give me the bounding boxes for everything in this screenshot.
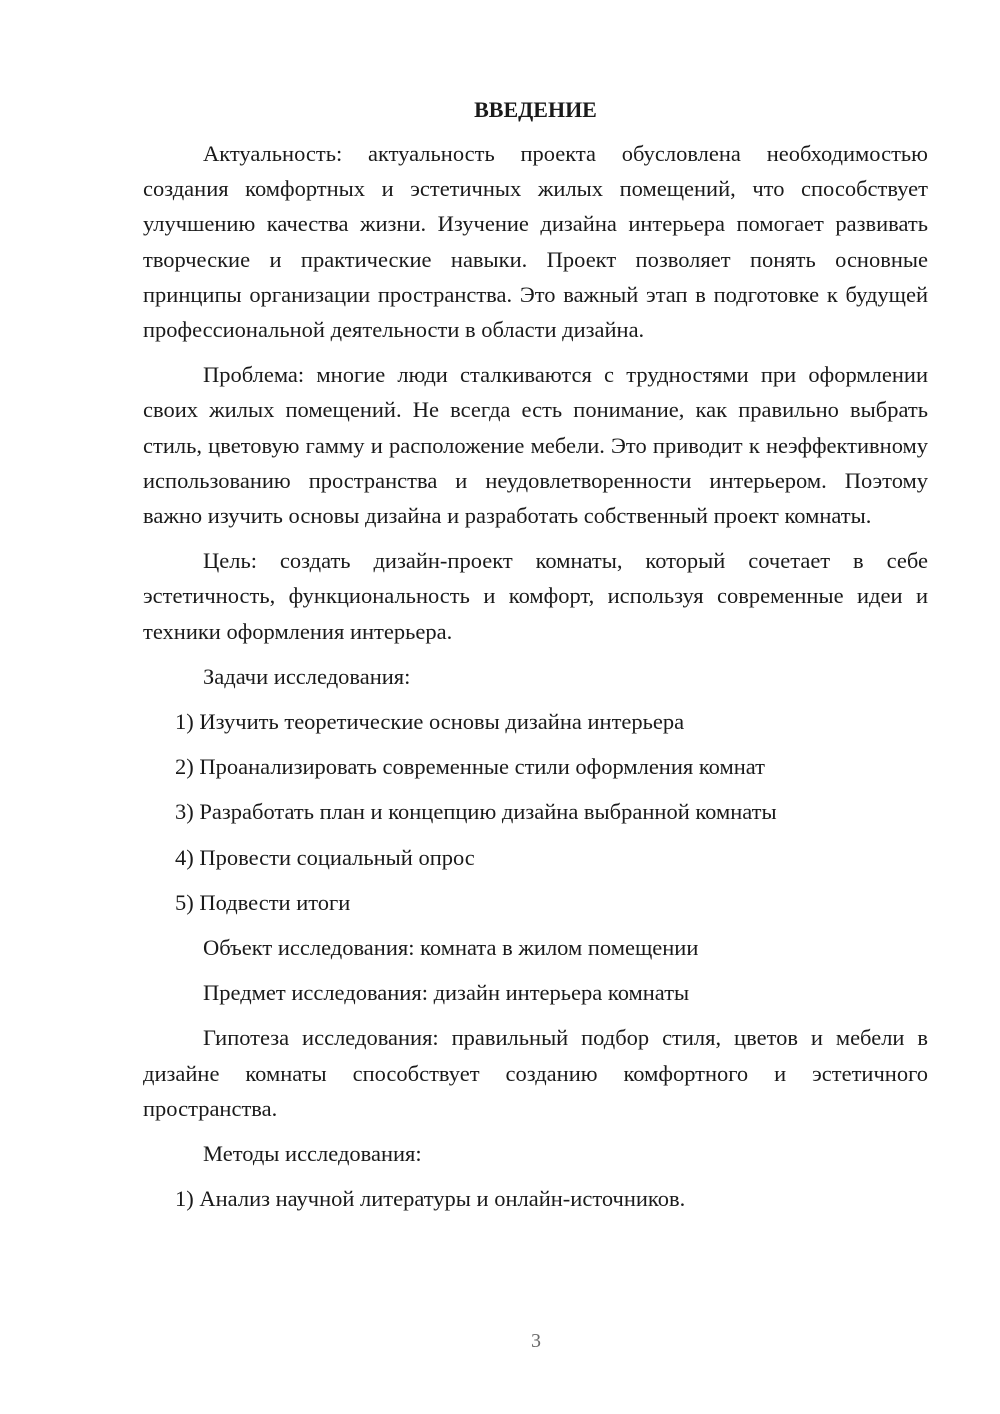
methods-heading: Методы исследования: (203, 1141, 422, 1167)
page-title: ВВЕДЕНИЕ (474, 97, 597, 122)
problem-paragraph: Проблема: многие люди сталкиваются с трудностями при оформлении своих жилых помещений. Не всегда есть понимание, как правильно выбрать стиль, цветовую гамму и расположение мебели. Это приводит к неэффективному использованию пространства и неудовлетворенности интерьером. Поэтому важно изучить основы дизайна и разработать собственный проект комнаты. (143, 362, 928, 529)
tasks-heading: Задачи исследования: (203, 663, 411, 689)
task-item: 4) Провести социальный опрос (175, 844, 475, 870)
subject-line: Предмет исследования: дизайн интерьера комнаты (203, 980, 690, 1006)
task-item: 5) Подвести итоги (175, 889, 351, 915)
task-item: 2) Проанализировать современные стили оформления комнат (175, 754, 765, 780)
document-body (143, 92, 928, 1226)
method-item: 1) Анализ научной литературы и онлайн-источников. (175, 1186, 686, 1212)
hypothesis-paragraph: Гипотеза исследования: правильный подбор стиля, цветов и мебели в дизайне комнаты способствует созданию комфортного и эстетичного пространства. (143, 1025, 928, 1121)
task-item: 1) Изучить теоретические основы дизайна интерьера (175, 709, 685, 735)
task-item: 3) Разработать план и концепцию дизайна выбранной комнаты (175, 799, 777, 825)
goal-paragraph: Цель: создать дизайн-проект комнаты, который сочетает в себе эстетичность, функциональность и комфорт, используя современные идеи и техники оформления интерьера. (143, 548, 928, 644)
object-line: Объект исследования: комната в жилом помещении (203, 935, 699, 961)
page-number: 3 (531, 1330, 541, 1352)
relevance-paragraph: Актуальность: актуальность проекта обусловлена необходимостью создания комфортных и эстетичных жилых помещений, что способствует улучшению качества жизни. Изучение дизайна интерьера помогает развивать творческие и практические навыки. Проект позволяет понять основные принципы организации пространства. Это важный этап в подготовке к будущей профессиональной деятельности в области дизайна. (143, 141, 928, 343)
